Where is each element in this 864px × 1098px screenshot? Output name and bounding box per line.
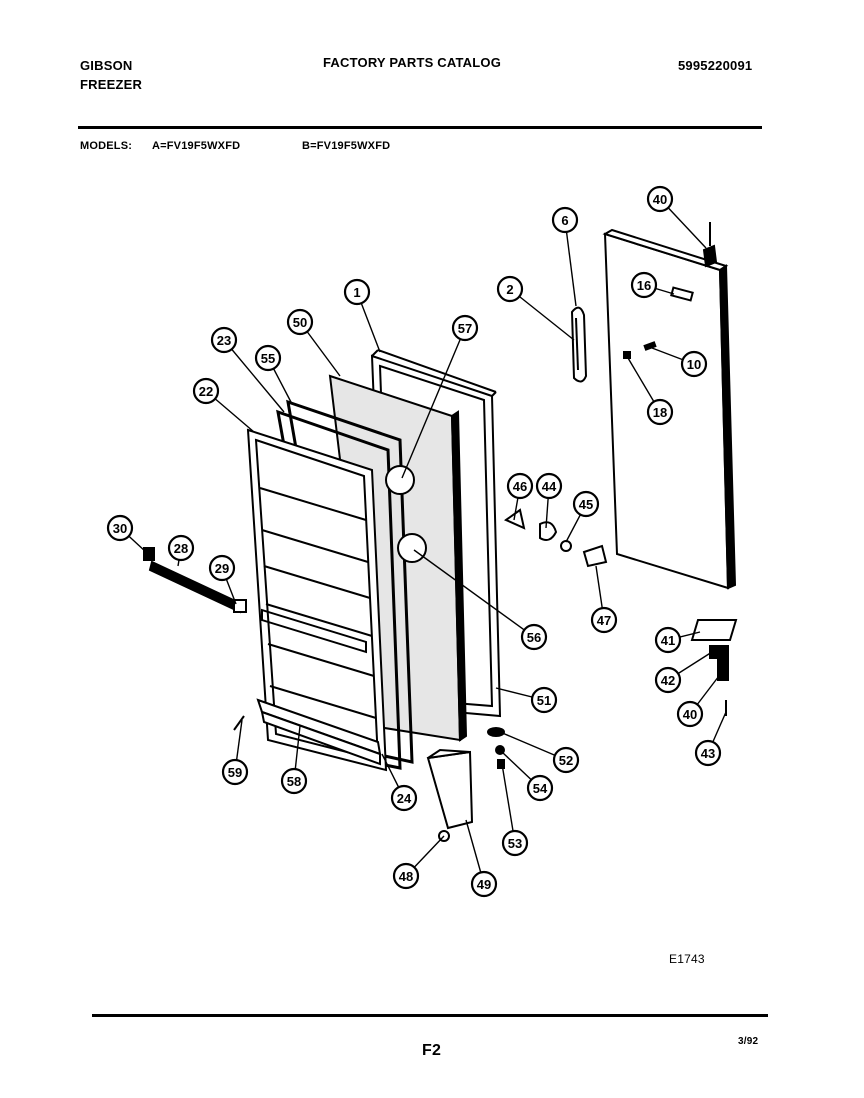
callout-30 <box>108 516 132 540</box>
callout-59 <box>223 760 247 784</box>
svg-text:16: 16 <box>636 278 652 293</box>
callout-47 <box>592 608 616 632</box>
callout-10 <box>682 352 706 376</box>
callout-46 <box>508 474 532 498</box>
svg-text:47: 47 <box>596 613 612 628</box>
footer-rule <box>92 1014 768 1017</box>
svg-text:51: 51 <box>536 693 552 708</box>
brand-label: GIBSON <box>80 58 133 73</box>
top-hinge-pin <box>704 222 716 266</box>
callout-54 <box>528 776 552 800</box>
callout-40-top <box>648 187 672 211</box>
svg-text:42: 42 <box>660 673 676 688</box>
shelf-bar <box>144 548 246 612</box>
callout-28 <box>169 536 193 560</box>
callout-23 <box>212 328 236 352</box>
svg-text:43: 43 <box>700 746 716 761</box>
svg-text:54: 54 <box>532 781 548 796</box>
callout-24 <box>392 786 416 810</box>
callout-56 <box>522 625 546 649</box>
callout-48 <box>394 864 418 888</box>
door-handle <box>572 308 586 382</box>
callout-43 <box>696 741 720 765</box>
callout-55 <box>256 346 280 370</box>
svg-text:45: 45 <box>578 497 594 512</box>
date-label: 3/92 <box>738 1036 759 1047</box>
svg-text:58: 58 <box>286 774 302 789</box>
callout-41 <box>656 628 680 652</box>
callout-53 <box>503 831 527 855</box>
svg-text:55: 55 <box>260 351 276 366</box>
callout-51 <box>532 688 556 712</box>
svg-text:23: 23 <box>216 333 232 348</box>
page-label: F2 <box>422 1042 442 1059</box>
svg-text:57: 57 <box>457 321 473 336</box>
drawing-id: E1743 <box>669 952 705 966</box>
callout-16 <box>632 273 656 297</box>
svg-text:1: 1 <box>353 285 361 300</box>
kick-plate <box>428 750 472 828</box>
latch-parts <box>506 510 606 566</box>
svg-text:18: 18 <box>652 405 668 420</box>
model-a: A=FV19F5WXFD <box>152 140 241 152</box>
callout-50 <box>288 310 312 334</box>
svg-text:29: 29 <box>214 561 230 576</box>
svg-text:41: 41 <box>660 633 676 648</box>
svg-text:22: 22 <box>198 384 214 399</box>
catalog-number: 5995220091 <box>678 58 753 73</box>
svg-text:6: 6 <box>561 213 569 228</box>
svg-text:48: 48 <box>398 869 414 884</box>
callout-44 <box>537 474 561 498</box>
callout-2 <box>498 277 522 301</box>
svg-text:40: 40 <box>652 192 668 207</box>
callout-58 <box>282 769 306 793</box>
svg-text:46: 46 <box>512 479 528 494</box>
svg-text:56: 56 <box>526 630 542 645</box>
svg-text:49: 49 <box>476 877 492 892</box>
svg-text:53: 53 <box>507 836 523 851</box>
svg-text:59: 59 <box>227 765 243 780</box>
svg-text:24: 24 <box>396 791 412 806</box>
callout-52 <box>554 748 578 772</box>
callout-45 <box>574 492 598 516</box>
callout-29 <box>210 556 234 580</box>
callout-1 <box>345 280 369 304</box>
svg-text:44: 44 <box>541 479 557 494</box>
svg-text:2: 2 <box>506 282 514 297</box>
callout-6 <box>553 208 577 232</box>
callout-49 <box>472 872 496 896</box>
callout-40-mid <box>678 702 702 726</box>
product-label: FREEZER <box>80 77 143 92</box>
callout-42 <box>656 668 680 692</box>
svg-text:40: 40 <box>682 707 698 722</box>
svg-text:10: 10 <box>686 357 702 372</box>
catalog-title: FACTORY PARTS CATALOG <box>323 55 502 70</box>
svg-text:28: 28 <box>173 541 189 556</box>
svg-text:30: 30 <box>112 521 128 536</box>
svg-text:50: 50 <box>292 315 308 330</box>
model-b: B=FV19F5WXFD <box>302 140 391 152</box>
svg-text:52: 52 <box>558 753 574 768</box>
callout-57 <box>453 316 477 340</box>
callout-22 <box>194 379 218 403</box>
callout-18 <box>648 400 672 424</box>
models-label: MODELS: <box>80 140 133 152</box>
